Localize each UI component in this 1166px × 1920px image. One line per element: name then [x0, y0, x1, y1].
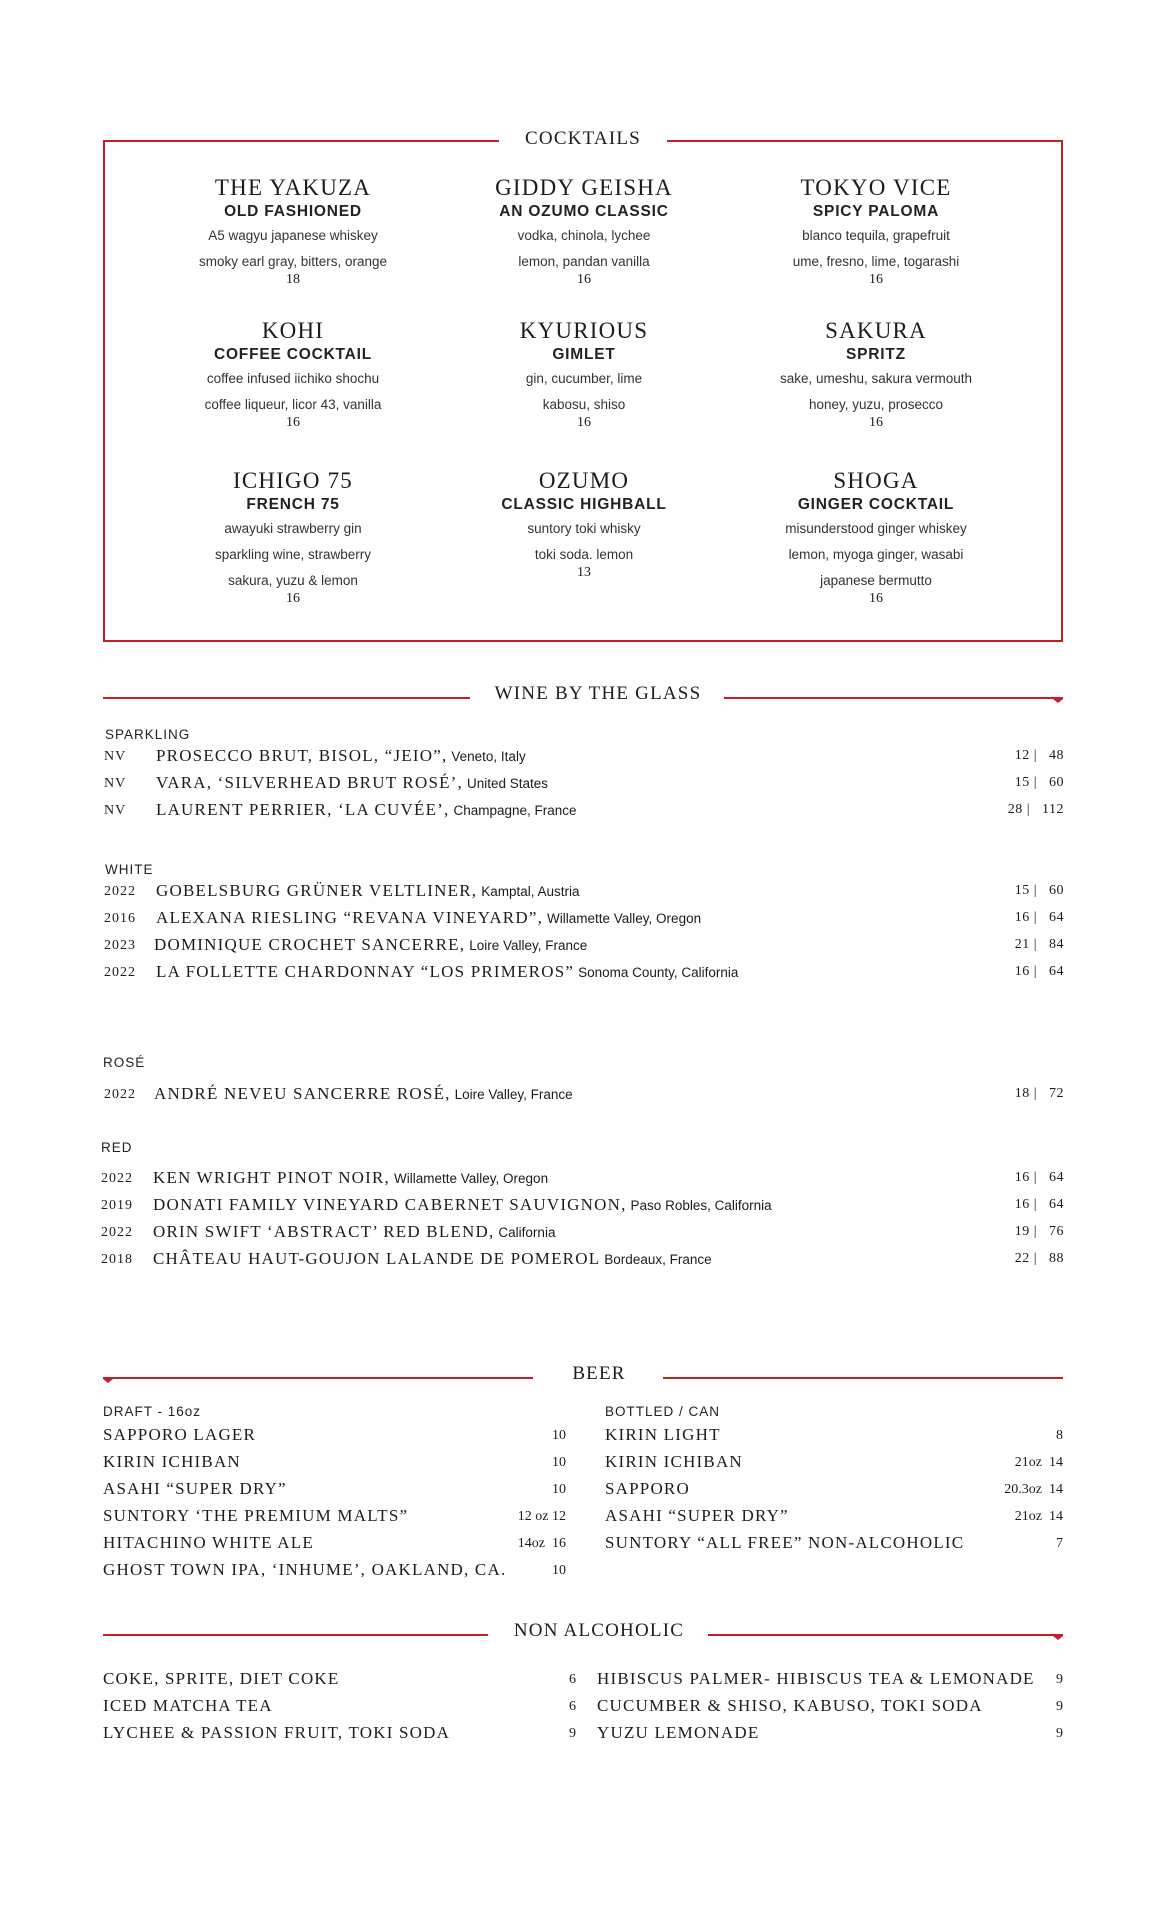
beer-draft-row [103, 1452, 566, 1478]
cocktail-description-line: sake, umeshu, sakura vermouth [779, 371, 973, 386]
cocktail-item [439, 318, 729, 432]
cocktail-description-line: vodka, chinola, lychee [517, 228, 651, 243]
wine-name-text: CHÂTEAU HAUT-GOUJON LALANDE DE POMEROL [153, 1249, 601, 1268]
nonalc-divider-left [103, 1634, 488, 1636]
nonalc-row [597, 1669, 1063, 1695]
cocktail-name: TOKYO VICE [800, 175, 952, 200]
wine-row [101, 1248, 1064, 1274]
wine-region: Champagne, France [453, 803, 577, 818]
beer-bottled-row [605, 1506, 1063, 1532]
nonalc-price: 9 [1056, 1699, 1063, 1714]
wine-vintage: 2019 [101, 1198, 133, 1213]
cocktail-item [731, 318, 1021, 432]
wine-vintage: NV [104, 749, 127, 764]
wine-name-text: LA FOLLETTE CHARDONNAY “LOS PRIMEROS” [156, 962, 575, 981]
nonalc-name: CUCUMBER & SHISO, KABUSO, TOKI SODA [597, 1696, 983, 1715]
nonalc-divider-right [682, 1634, 1063, 1636]
wine-price: 22 | 88 [1014, 1251, 1064, 1266]
beer-name: KIRIN LIGHT [605, 1425, 721, 1444]
wine-name [153, 1249, 712, 1269]
cocktail-name: ICHIGO 75 [232, 468, 354, 493]
cocktail-description-line: sparkling wine, strawberry [214, 547, 372, 562]
beer-price: 10 [552, 1563, 566, 1578]
wine-name [156, 746, 526, 766]
wine-row [104, 745, 1064, 771]
beer-name: KIRIN ICHIBAN [103, 1452, 241, 1471]
wine-region: Kamptal, Austria [481, 884, 580, 899]
wine-region: Veneto, Italy [451, 749, 526, 764]
nonalc-row [597, 1696, 1063, 1722]
cocktail-item [148, 175, 438, 289]
beer-draft-row [103, 1479, 566, 1505]
beer-name: HITACHINO WHITE ALE [103, 1533, 314, 1552]
nonalc-row [103, 1723, 576, 1749]
beer-bottled-row [605, 1533, 1063, 1559]
nonalc-name: ICED MATCHA TEA [103, 1696, 273, 1715]
wine-name-text: PROSECCO BRUT, BISOL, “JEIO”, [156, 746, 448, 765]
wine-name [154, 935, 587, 955]
nonalc-price: 9 [569, 1726, 576, 1741]
beer-draft-row [103, 1560, 566, 1586]
beer-name: KIRIN ICHIBAN [605, 1452, 743, 1471]
cocktail-style: AN OZUMO CLASSIC [499, 203, 669, 220]
beer-price: 12 oz 12 [517, 1509, 566, 1524]
wine-name-text: ANDRÉ NEVEU SANCERRE ROSÉ, [154, 1084, 451, 1103]
wine-price: 21 | 84 [1014, 937, 1064, 952]
nonalc-price: 6 [569, 1699, 576, 1714]
beer-bottled-row [605, 1425, 1063, 1451]
wine-category-sparkling: SPARKLING [105, 727, 191, 742]
cocktail-description-line: A5 wagyu japanese whiskey [208, 228, 378, 243]
beer-name: SAPPORO [605, 1479, 690, 1498]
wine-name [156, 800, 577, 820]
wine-vintage: 2022 [104, 1087, 136, 1102]
wine-name-text: ORIN SWIFT ‘ABSTRACT’ RED BLEND, [153, 1222, 495, 1241]
wine-price: 12 | 48 [1014, 748, 1064, 763]
cocktail-item [439, 175, 729, 289]
beer-price: 20.3oz 14 [1004, 1482, 1063, 1497]
wine-region: Paso Robles, California [630, 1198, 772, 1213]
cocktail-price: 16 [869, 415, 883, 430]
cocktail-description-line: coffee infused iichiko shochu [206, 371, 380, 386]
nonalc-name: HIBISCUS PALMER- HIBISCUS TEA & LEMONADE [597, 1669, 1035, 1688]
cocktail-description-line: coffee liqueur, licor 43, vanilla [204, 397, 382, 412]
cocktail-price: 16 [577, 272, 591, 287]
nonalc-name: YUZU LEMONADE [597, 1723, 760, 1742]
cocktail-description-line: toki soda. lemon [534, 547, 634, 562]
nonalc-price: 6 [569, 1672, 576, 1687]
cocktail-description-line: ume, fresno, lime, togarashi [792, 254, 960, 269]
beer-draft-row [103, 1425, 566, 1451]
cocktail-description-line: suntory toki whisky [527, 521, 641, 536]
beer-name: SAPPORO LAGER [103, 1425, 257, 1444]
wine-row [104, 934, 1064, 960]
wine-name [154, 1084, 573, 1104]
wine-region: Willamette Valley, Oregon [547, 911, 702, 926]
beer-name: SUNTORY ‘THE PREMIUM MALTS” [103, 1506, 409, 1525]
wine-divider-left [103, 697, 470, 699]
beer-bottled-row [605, 1452, 1063, 1478]
cocktail-name: SHOGA [833, 468, 919, 493]
cocktail-style: OLD FASHIONED [224, 203, 362, 220]
wine-divider-right [698, 697, 1063, 699]
beer-price: 10 [552, 1428, 566, 1443]
cocktail-style: GINGER COCKTAIL [797, 496, 955, 513]
nonalc-row [597, 1723, 1063, 1749]
wine-price: 18 | 72 [1014, 1086, 1064, 1101]
cocktail-name: THE YAKUZA [214, 175, 372, 200]
nonalc-name: LYCHEE & PASSION FRUIT, TOKI SODA [103, 1723, 451, 1742]
wine-region: Bordeaux, France [604, 1252, 712, 1267]
wine-category-white: WHITE [105, 862, 154, 877]
beer-bottled-row [605, 1479, 1063, 1505]
cocktail-item [148, 468, 438, 608]
wine-name-text: GOBELSBURG GRÜNER VELTLINER, [156, 881, 478, 900]
beer-price: 14oz 16 [517, 1536, 566, 1551]
wine-price: 16 | 64 [1014, 964, 1064, 979]
nonalc-row [103, 1696, 576, 1722]
wine-row [101, 1167, 1064, 1193]
cocktail-price: 16 [286, 415, 300, 430]
beer-price: 10 [552, 1455, 566, 1470]
nonalc-title: NON ALCOHOLIC [490, 1620, 708, 1642]
wine-price: 16 | 64 [1014, 1170, 1064, 1185]
nonalc-divider-arrow [1053, 1636, 1063, 1640]
cocktails-title: COCKTAILS [499, 128, 667, 150]
wine-region: Sonoma County, California [578, 965, 739, 980]
wine-name [156, 773, 548, 793]
wine-row [104, 1083, 1064, 1109]
cocktail-item [439, 468, 729, 582]
wine-vintage: 2022 [104, 884, 136, 899]
wine-row [104, 799, 1064, 825]
wine-name [153, 1168, 548, 1188]
wine-name-text: LAURENT PERRIER, ‘LA CUVÉE’, [156, 800, 450, 819]
beer-price: 10 [552, 1482, 566, 1497]
beer-draft-row [103, 1506, 566, 1532]
cocktail-price: 18 [286, 272, 300, 287]
wine-vintage: 2022 [101, 1171, 133, 1186]
wine-vintage: NV [104, 776, 127, 791]
beer-name: ASAHI “SUPER DRY” [103, 1479, 287, 1498]
cocktail-name: SAKURA [825, 318, 927, 343]
beer-price: 21oz 14 [1014, 1509, 1063, 1524]
wine-price: 15 | 60 [1014, 775, 1064, 790]
cocktail-description-line: japanese bermutto [820, 573, 932, 588]
wine-price: 15 | 60 [1014, 883, 1064, 898]
beer-name: ASAHI “SUPER DRY” [605, 1506, 789, 1525]
beer-divider-right [636, 1377, 1063, 1379]
wine-vintage: 2022 [101, 1225, 133, 1240]
wine-divider-arrow [1053, 699, 1063, 703]
wine-vintage: 2016 [104, 911, 136, 926]
beer-name: GHOST TOWN IPA, ‘INHUME’, OAKLAND, CA. [103, 1560, 507, 1579]
wine-name-text: DONATI FAMILY VINEYARD CABERNET SAUVIGNON, [153, 1195, 627, 1214]
cocktail-style: SPRITZ [846, 346, 906, 363]
cocktail-item [731, 468, 1021, 608]
nonalc-price: 9 [1056, 1726, 1063, 1741]
wine-price: 16 | 64 [1014, 910, 1064, 925]
wine-name-text: ALEXANA RIESLING “REVANA VINEYARD”, [156, 908, 544, 927]
wine-name [153, 1222, 555, 1242]
cocktail-description-line: gin, cucumber, lime [525, 371, 643, 386]
wine-row [104, 961, 1064, 987]
wine-row [104, 907, 1064, 933]
wine-vintage: 2023 [104, 938, 136, 953]
cocktail-style: FRENCH 75 [246, 496, 340, 513]
beer-price: 21oz 14 [1014, 1455, 1063, 1470]
beer-divider-left [103, 1377, 533, 1379]
wine-region: Loire Valley, France [454, 1087, 573, 1102]
wine-name-text: DOMINIQUE CROCHET SANCERRE, [154, 935, 466, 954]
cocktail-description-line: honey, yuzu, prosecco [808, 397, 944, 412]
wine-name-text: KEN WRIGHT PINOT NOIR, [153, 1168, 391, 1187]
cocktail-name: KYURIOUS [519, 318, 649, 343]
beer-name: SUNTORY “ALL FREE” NON-ALCOHOLIC [605, 1533, 965, 1552]
beer-category-draft: DRAFT - 16oz [103, 1404, 202, 1419]
wine-price: 19 | 76 [1014, 1224, 1064, 1239]
wine-region: California [498, 1225, 556, 1240]
cocktail-description-line: sakura, yuzu & lemon [228, 573, 358, 588]
wine-price: 28 | 112 [1007, 802, 1064, 817]
wine-row [101, 1194, 1064, 1220]
cocktail-price: 16 [869, 272, 883, 287]
wine-name [153, 1195, 772, 1215]
wine-vintage: NV [104, 803, 127, 818]
cocktail-style: CLASSIC HIGHBALL [501, 496, 667, 513]
cocktail-name: OZUMO [538, 468, 630, 493]
wine-region: United States [467, 776, 549, 791]
cocktail-item [148, 318, 438, 432]
cocktail-style: COFFEE COCKTAIL [213, 346, 373, 363]
cocktail-style: SPICY PALOMA [812, 203, 940, 220]
wine-category-red: RED [101, 1140, 133, 1155]
wine-name [156, 881, 580, 901]
nonalc-price: 9 [1056, 1672, 1063, 1687]
nonalc-row [103, 1669, 576, 1695]
wine-vintage: 2022 [104, 965, 136, 980]
cocktail-style: GIMLET [552, 346, 616, 363]
cocktail-description-line: lemon, pandan vanilla [518, 254, 650, 269]
beer-category-bottled: BOTTLED / CAN [605, 1404, 721, 1419]
wine-vintage: 2018 [101, 1252, 133, 1267]
cocktail-price: 16 [577, 415, 591, 430]
wine-name-text: VARA, ‘SILVERHEAD BRUT ROSÉ’, [156, 773, 463, 792]
cocktail-description-line: misunderstood ginger whiskey [785, 521, 967, 536]
wine-name [156, 962, 738, 982]
beer-price: 7 [1056, 1536, 1063, 1551]
wine-category-rose: ROSÉ [103, 1055, 146, 1070]
beer-price: 8 [1056, 1428, 1063, 1443]
beer-title: BEER [535, 1363, 663, 1385]
wine-row [104, 772, 1064, 798]
cocktail-name: KOHI [261, 318, 325, 343]
wine-price: 16 | 64 [1014, 1197, 1064, 1212]
cocktail-description-line: awayuki strawberry gin [224, 521, 362, 536]
cocktail-price: 16 [869, 591, 883, 606]
cocktail-description-line: blanco tequila, grapefruit [802, 228, 950, 243]
wine-region: Willamette Valley, Oregon [394, 1171, 549, 1186]
cocktail-description-line: smoky earl gray, bitters, orange [198, 254, 388, 269]
nonalc-name: COKE, SPRITE, DIET COKE [103, 1669, 340, 1688]
cocktail-price: 13 [577, 565, 591, 580]
wine-name [156, 908, 701, 928]
cocktail-description-line: kabosu, shiso [542, 397, 626, 412]
wine-region: Loire Valley, France [469, 938, 588, 953]
wine-row [104, 880, 1064, 906]
beer-draft-row [103, 1533, 566, 1559]
beer-divider-arrow [103, 1379, 113, 1383]
cocktail-name: GIDDY GEISHA [495, 175, 673, 200]
cocktail-description-line: lemon, myoga ginger, wasabi [788, 547, 964, 562]
wine-row [101, 1221, 1064, 1247]
cocktail-price: 16 [286, 591, 300, 606]
wine-title: WINE BY THE GLASS [472, 683, 724, 705]
cocktail-item [731, 175, 1021, 289]
